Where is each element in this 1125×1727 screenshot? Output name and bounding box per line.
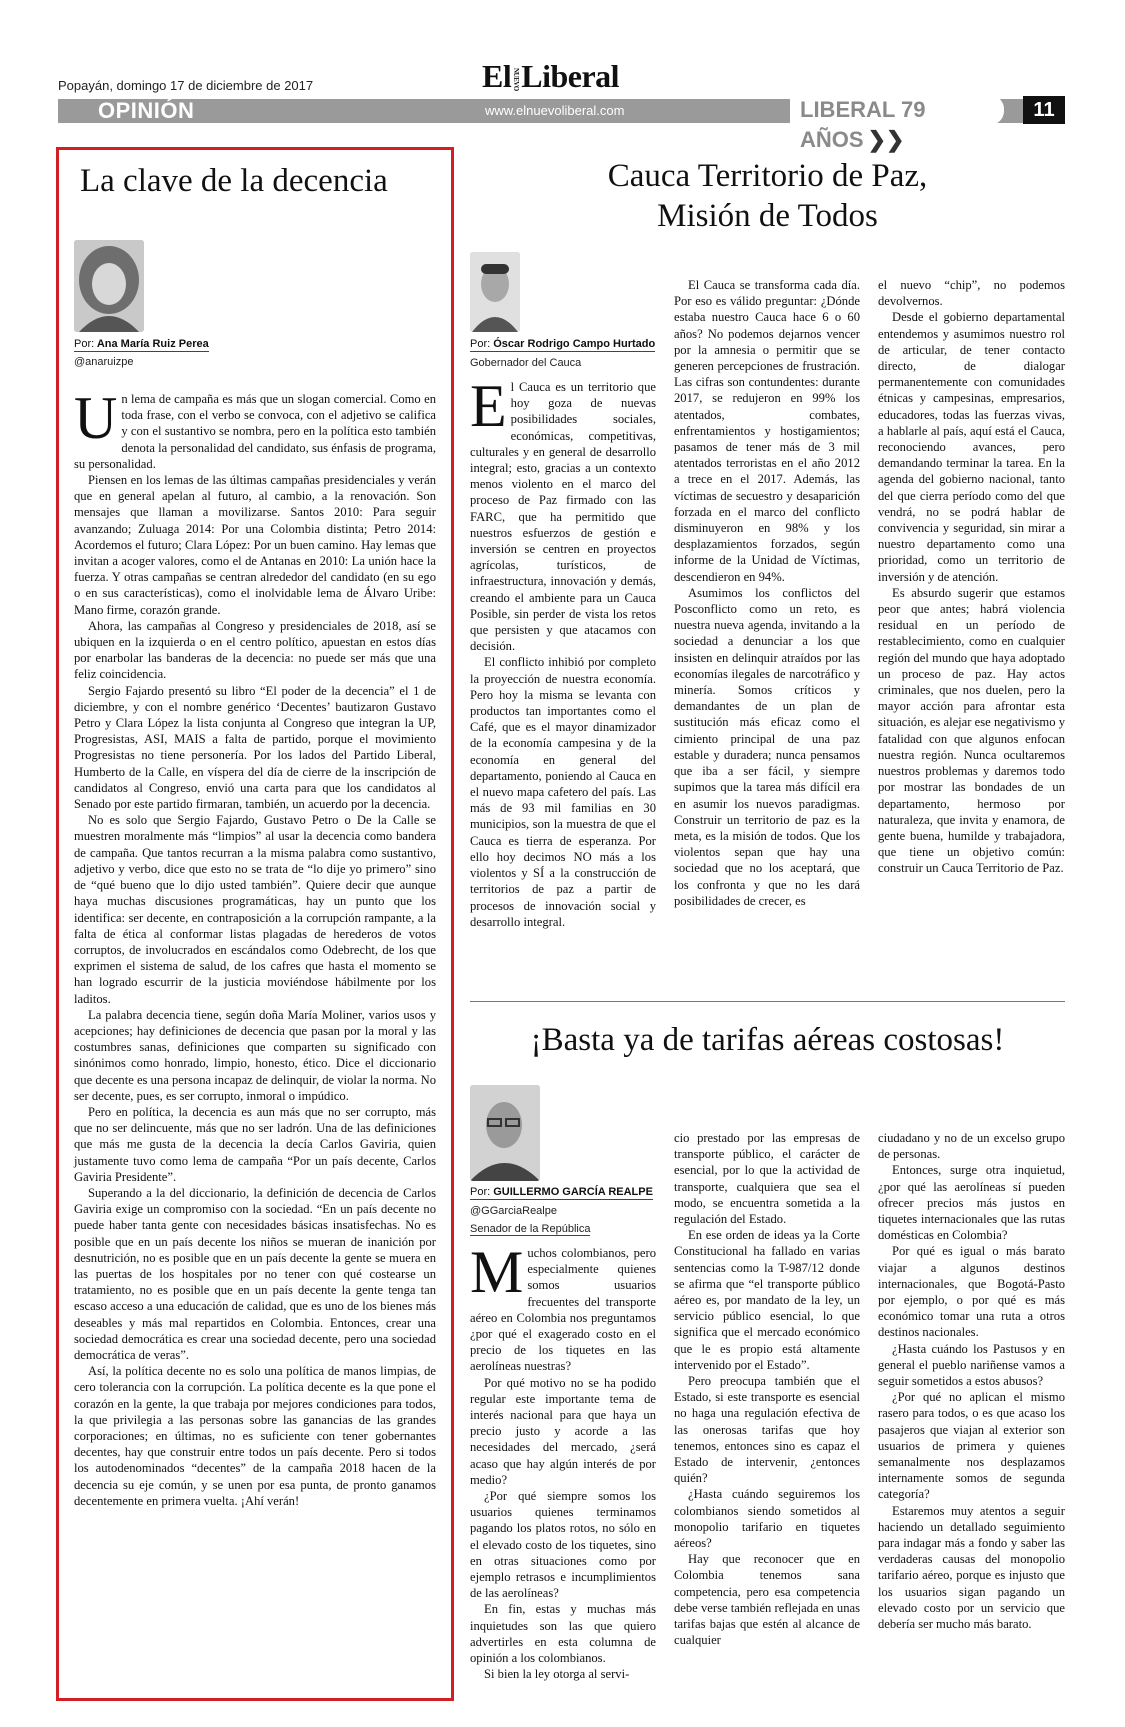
paragraph: Si bien la ley otorga al servi- bbox=[484, 1667, 630, 1682]
article3-column-1 bbox=[470, 1239, 656, 1682]
website-link[interactable]: www.elnuevoliberal.com bbox=[485, 103, 625, 118]
article2-column-2 bbox=[674, 277, 860, 909]
paragraph: Desde el gobierno departamental entendemos y asumimos nuestro rol de articular, de tener contacto directo, de dialogar permanentemente con comunidades étnicas y campesinas, empresarios, educadores, todas las fuerzas vivas, a hablarle al país, aquí está el Cauca, reconociendo avances, pero demandando terminar la tarea. En la agenda del gobierno nacional, tanto del que cierra período como del que vendrá, no se podrá hablar de convivencia y seguridad, sin mirar a nuestro departamento como una prioridad, como un territorio de inversión y de atención. bbox=[878, 310, 1065, 584]
paragraph: Es absurdo sugerir que estamos peor que antes; habrá violencia residual en un período de restablecimiento, como en cualquier región del mundo que haya adoptado un proceso de paz. Hay actos criminales, que nos duelen, pero la mayor acción para afrontar esta situación, es alejar ese negativismo y fatalidad con que algunos enfocan nuestra región. Nunca ocultaremos nuestros problemas y daremos todo por mostrar las bondades de un departamento, hermoso por naturaleza, que invita y enamora, de gente buena, humilde y trabajadora, que tiene un objetivo común: construir un Cauca Territorio de Paz. bbox=[878, 585, 1065, 876]
anniversary-badge: LIBERAL 79 AÑOS ❯❯ bbox=[790, 95, 1004, 125]
author-handle[interactable]: @GGarciaRealpe bbox=[470, 1205, 557, 1217]
paragraph: ciudadano y no de un excelso grupo de personas. bbox=[878, 1131, 1065, 1162]
paragraph: ¿Por qué siempre somos los usuarios quienes terminamos pagando los platos rotos, no sólo en el elevado costo de los tiquetes, sino en otras situaciones como por ejemplo retrasos e incumplimientos de las aerolíneas? bbox=[470, 1489, 656, 1601]
paragraph: Ahora, las campañas al Congreso y presidenciales de 2018, así se ubiquen en la izquierda o en el centro político, apuestan en estos días por enarbolar las banderas de la decencia: no puede ser más que una feliz coincidencia. bbox=[74, 618, 436, 682]
paragraph: Por qué motivo no se ha podido regular este importante tema de interés nacional para que haya un precio justo y acorde a las necesidades del mercado, ¿será acaso que hay algún interés de por medio? bbox=[470, 1375, 656, 1487]
paragraph: Entonces, surge otra inquietud, ¿por qué las aerolíneas sí pueden ofrecer precios más justos en tiquetes internacionales que las rutas domésticas en Colombia? bbox=[878, 1163, 1065, 1243]
author-photo bbox=[470, 1085, 540, 1181]
paragraph: ¿Hasta cuándo seguiremos los colombianos siendo sometidos al monopolio tarifario en tiquetes aéreos? bbox=[674, 1487, 860, 1551]
drop-cap: U bbox=[74, 385, 118, 451]
section-divider bbox=[470, 1001, 1065, 1002]
article2-column-1 bbox=[470, 373, 656, 930]
author-photo bbox=[74, 240, 144, 332]
article2-column-3 bbox=[878, 277, 1065, 877]
drop-cap: M bbox=[470, 1239, 524, 1305]
author-role: Gobernador del Cauca bbox=[470, 357, 582, 369]
chevron-right-icon: ❯❯ bbox=[867, 127, 905, 152]
article1-body bbox=[74, 385, 436, 1509]
paragraph: Piensen en los lemas de las últimas campañas presidenciales y verán que en general apelan al futuro, al cambio, a la renovación. Son mensajes que llaman a movilizarse. Santos 2010: Para seguir avanzando; Zuluaga 2014: Por una Colombia distinta; Petro 2014: Acordemos el futuro; Clara López: Por un buen camino. Hay lemas que invitan a acoger valores, como el de Antanas en 2010: La unión hace la fuerza. Y otras campañas se centran alrededor del candidato (en su ego o en sus características), como el inolvidable lema de Álvaro Uribe: Mano firme, corazón grande. bbox=[74, 473, 436, 617]
paragraph: Pero en política, la decencia es aun más que no ser corrupto, más que no ser delincuente, más que no ser ladrón. Una de las definiciones que más me gusta de la decencia la decía Carlos Gaviria, quien justamente tuvo como lema de campaña “Por un país decente, Carlos Gaviria Presidente”. bbox=[74, 1104, 436, 1184]
article1-title: La clave de la decencia bbox=[80, 163, 388, 199]
paragraph: Muchos colombianos, pero especialmente quienes somos usuarios frecuentes del transporte aéreo en Colombia nos preguntamos ¿por qué el exagerado costo en el precio de los tiquetes en las aerolíneas nuestras? bbox=[470, 1239, 656, 1374]
paragraph: ¿Hasta cuándo los Pastusos y en general el pueblo nariñense vamos a seguir sometidos a estos abusos? bbox=[878, 1341, 1065, 1389]
paragraph: En fin, estas y muchas más inquietudes son las que quiero advertirles en esta columna de opinión a los colombianos. bbox=[470, 1602, 656, 1666]
article3-title: ¡Basta ya de tarifas aéreas costosas! bbox=[530, 1022, 1005, 1058]
drop-cap: E bbox=[470, 373, 507, 439]
paragraph: Sergio Fajardo presentó su libro “El poder de la decencia” el 1 de diciembre, y con el nombre genérico ‘Decentes’ bautizaron Gustavo Petro y Clara López la lista conjunta al Congreso que integran la UP, Progresistas, ASI, MAIS a falta de partido, porque el movimiento Progresistas no tiene personería. Por los lados del Partido Liberal, Humberto de la Calle, en víspera del día de cierre de la inscripción de candidatos al Congreso, envió una carta para que los candidatos al Senado por este partido firmaran, también, un acuerdo por la decencia. bbox=[74, 683, 436, 812]
paragraph: Por qué es igual o más barato viajar a algunos destinos internacionales, que Bogotá-Pasto por ejemplo, o por qué es más económico tomar una ruta a otros destinos nacionales. bbox=[878, 1244, 1065, 1340]
paragraph: el nuevo “chip”, no podemos devolvernos. bbox=[878, 278, 1065, 309]
article3-column-3 bbox=[878, 1130, 1065, 1632]
paragraph: Así, la política decente no es solo una política de manos limpias, de cero tolerancia con la corrupción. La política decente es la que pone el corazón en la gente, la que trabaja por mejores condiciones para todos, la que privilegia a las personas sobre las ganancias de las grandes corporaciones; en últimas, no es suficiente con tener gobernantes decentes, hay que construir entre todos un país decente. Pero si todos los autodenominados “decentes” de la campaña 2018 hacen de la decencia su eje común, y se unen por esa punta, de pronto ganamos decentemente en primera vuelta. ¡Ahí verán! bbox=[74, 1364, 436, 1508]
paragraph: Hay que reconocer que en Colombia tenemos sana competencia, pero esa competencia debe verse también reflejada en unas tarifas bajas que estén al alcance de cualquier bbox=[674, 1552, 860, 1648]
author-byline: Por: Óscar Rodrigo Campo Hurtado bbox=[470, 338, 656, 350]
paragraph: cio prestado por las empresas de transporte público, el carácter de esencial, por lo que la actividad de transporte, cualquiera que sea el modo, se encuentra sometida a la regulación del Estado. bbox=[674, 1131, 860, 1227]
paragraph: La palabra decencia tiene, según doña María Moliner, varios usos y acepciones; hay definiciones de decencia que pasan por la moral y las costumbres sanas, definiciones que comparten su significado con sinónimos como honrado, limpio, honesto, ético. Dice el diccionario que decente es una persona incapaz de delinquir, de violar la norma. No ser decente, pues, es ser corrupto, inmoral o impúdico. bbox=[74, 1007, 436, 1103]
newspaper-logo: ElNUEVOLiberal bbox=[482, 58, 620, 94]
paragraph: ¿Por qué no aplican el mismo rasero para todos, o es que acaso los pasajeros que viajan al exterior son usuarios de primera y quienes semanalmente nos desplazamos internamente somos de segunda categoría? bbox=[878, 1390, 1065, 1502]
paragraph: Pero preocupa también que el Estado, si este transporte es esencial no haga una regulación efectiva de las onerosas tarifas que hoy tenemos, entonces sino es capaz el Estado de intervenir, ¿entonces quién? bbox=[674, 1374, 860, 1486]
author-photo bbox=[470, 252, 520, 332]
author-byline: Por: GUILLERMO GARCÍA REALPE bbox=[470, 1186, 653, 1198]
section-label: OPINIÓN bbox=[98, 98, 195, 123]
paragraph: Asumimos los conflictos del Posconflicto como un reto, es nuestra nueva agenda, invitando a la sociedad a denunciar a los que insisten en delinquir atraídos por las economías ilegales de narcotráfico y minería. Somos críticos y demandantes de un plan de sustitución más eficaz como el cimiento principal de una paz estable y duradera; nunca pensamos que iba a ser fácil, y siempre supimos que la tarea más difícil era en asumir los nuevos paradigmas. Construir un territorio de paz es la meta, es la misión de todos. Que los violentos sepan que hay una sociedad que no los aceptará, que los confronta y que no les dará posibilidades de crecer, es bbox=[674, 585, 860, 908]
paragraph: Un lema de campaña es más que un slogan comercial. Como en toda frase, con el verbo se convoca, con el adjetivo se califica y con el sustantivo se nombra, pero en la política esto también denota la personalidad del candidato, sus énfasis de programa, su personalidad. bbox=[74, 385, 436, 471]
paragraph: Estaremos muy atentos a seguir haciendo un detallado seguimiento para indagar más a fondo y saber las verdaderas causas del monopolio tarifario aéreo, porque es injusto que los usuarios sigan pagando un elevado costo por un servicio que debería ser mucho más barato. bbox=[878, 1503, 1065, 1632]
paragraph: El conflicto inhibió por completo la proyección de nuestra economía. Pero hoy la misma se levanta con productos tan importantes como el Café, que es el mayor dinamizador de la economía campesina y de la economía en general del departamento, poniendo al Cauca en el nuevo mapa cafetero del país. Las más de 93 mil familias en 30 municipios, son la muestra de que el Cauca es tierra de esperanza. Por ello hoy decimos NO más a los violentos y SÍ a la construcción de territorios de paz a partir de procesos de innovación social y desarrollo integral. bbox=[470, 655, 656, 929]
author-handle[interactable]: @anaruizpe bbox=[74, 356, 134, 368]
paragraph: Superando a la del diccionario, la definición de decencia de Carlos Gaviria exige un compromiso con la sociedad. “En un país decente no puede haber tanta gente con necesidades básicas insatisfechas. No es posible que en un país decente los niños se mueran de inanición por desnutrición, no es posible que en un país decente la gente se muera en las puertas de los hospitales por no tener con qué costearse un tratamiento, no es posible que en un país decente la gente tenga tan escaso acceso a una educación de calidad, que es uno de los bienes más deseables y más mal repartidos en Colombia. Entonces, crear una sociedad democrática es crear una sociedad decente, pero una sociedad democrática de veras”. bbox=[74, 1185, 436, 1362]
paragraph: El Cauca se transforma cada día. Por eso es válido preguntar: ¿Dónde estaba nuestro Cauca hace 6 o 60 años? No podemos dejarnos vencer por la amnesia o permitir que se generen percepciones de frustración. Las cifras son contundentes: durante 2017, se redujeron en 99% los atentados, combates, enfrentamientos y hostigamientos; pasamos de tener más de 3 mil atentados terroristas en el año 2012 a trece en el 2017. Además, las víctimas de secuestro y desaparición forzada en el marco del conflicto disminuyeron en 98% y los desplazamientos forzados, según informe de la Unidad de Víctimas, descendieron en 94%. bbox=[674, 278, 860, 584]
author-byline: Por: Ana María Ruiz Perea bbox=[74, 338, 209, 350]
author-role: Senador de la República bbox=[470, 1223, 591, 1235]
edition-date: Popayán, domingo 17 de diciembre de 2017 bbox=[58, 78, 314, 93]
paragraph: En ese orden de ideas ya la Corte Constitucional ha fallado en varias sentencias como la T-987/12 donde se afirma que “el transporte público aéreo es, por mandato de la ley, un servicio público esencial, lo que significa que el mercado económico que le es propio está altamente intervenido por el Estado”. bbox=[674, 1228, 860, 1372]
page-number: 11 bbox=[1023, 96, 1065, 124]
article2-title: Cauca Territorio de Paz, Misión de Todos bbox=[607, 158, 928, 234]
paragraph: El Cauca es un territorio que hoy goza de nuevas posibilidades sociales, económicas, competitivas, culturales y en general de desarrollo integral; esto, gracias a un contexto menos violento en el marco del proceso de Paz firmado con las FARC, que ha permitido que nuestros esfuerzos de gestión e inversión se centren en proyectos agrícolas, turísticos, de infraestructura, innovación y demás, creando el ambiente para un Cauca Posible, sin perder de vista los retos que persisten y que atacamos con decisión. bbox=[470, 373, 656, 654]
article3-column-2 bbox=[674, 1130, 860, 1649]
paragraph: No es solo que Sergio Fajardo, Gustavo Petro o De la Calle se muestren moralmente más “limpios” al usar la decencia como bandera de campaña. Que tantos recurran a la misma palabra como sustantivo, adjetivo y verbo, dice que esto no se trata de “lo dije yo primero” sino de “qué bueno que lo dijo usted también”. Quiere decir que aunque haya muchas discusiones programáticas, hay un punto que los identifica: ser decente, en contraposición a la corrupción rampante, a la falta de ética al conformar listas plagadas de herederos de votos corruptos, de involucrados en escándalos como Odebrecht, de los que exprimen el sistema de salud, de los cafres que hasta el momento se han logrado escurrir de la justicia moviéndose hábilmente por los laditos. bbox=[74, 813, 436, 1006]
